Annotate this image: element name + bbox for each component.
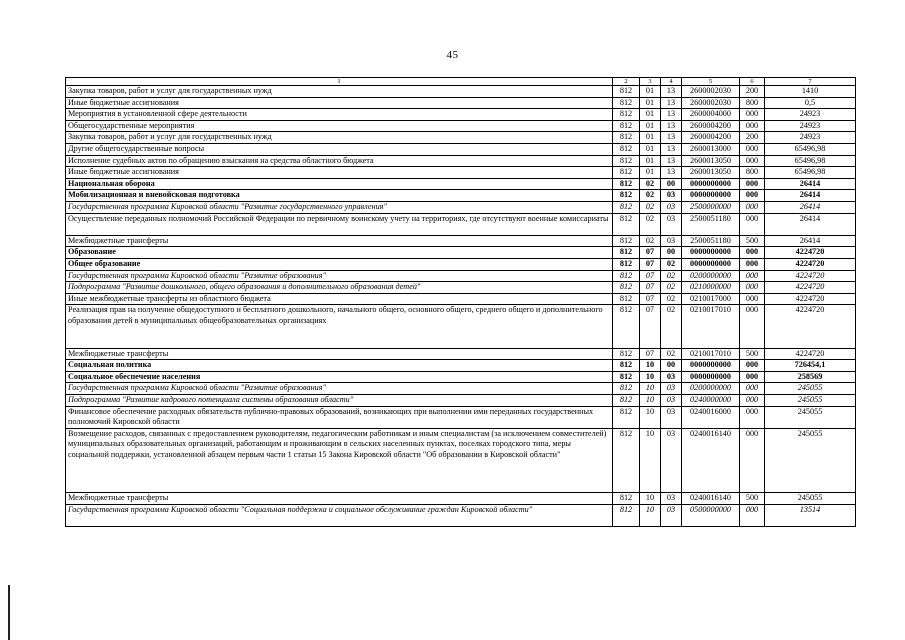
row-subsection-cell: 03 — [661, 201, 682, 213]
row-subsection-cell: 13 — [661, 155, 682, 167]
row-code-cell: 812 — [613, 428, 640, 493]
row-amount-cell: 24923 — [765, 109, 856, 121]
row-name-cell: Государственная программа Кировской области "Развитие образования" — [66, 383, 613, 395]
row-name-cell: Исполнение судебных актов по обращению взыскания на средства областного бюджета — [66, 155, 613, 167]
row-expense-type-cell: 000 — [740, 505, 765, 527]
row-name-cell: Общее образование — [66, 258, 613, 270]
row-expense-type-cell: 000 — [740, 258, 765, 270]
row-expense-type-cell: 000 — [740, 155, 765, 167]
row-amount-cell: 26414 — [765, 178, 856, 190]
row-code-cell: 812 — [613, 155, 640, 167]
row-amount-cell: 65496,98 — [765, 155, 856, 167]
budget-table — [65, 77, 856, 527]
row-target-item-cell: 0210017010 — [682, 348, 740, 360]
table-row — [66, 167, 856, 179]
row-amount-cell: 24923 — [765, 132, 856, 144]
row-expense-type-cell: 000 — [740, 360, 765, 372]
row-section-cell: 01 — [640, 155, 661, 167]
row-amount-cell: 24923 — [765, 120, 856, 132]
row-expense-type-cell: 000 — [740, 371, 765, 383]
row-expense-type-cell: 500 — [740, 493, 765, 505]
row-section-cell: 01 — [640, 167, 661, 179]
row-amount-cell: 726454,1 — [765, 360, 856, 372]
table-row — [66, 493, 856, 505]
row-subsection-cell: 03 — [661, 235, 682, 247]
row-name-cell: Государственная программа Кировской области "Развитие образования" — [66, 270, 613, 282]
row-amount-cell: 4224720 — [765, 258, 856, 270]
row-section-cell: 10 — [640, 383, 661, 395]
row-section-cell: 01 — [640, 86, 661, 98]
row-amount-cell: 4224720 — [765, 305, 856, 348]
row-amount-cell: 26414 — [765, 190, 856, 202]
row-expense-type-cell: 000 — [740, 428, 765, 493]
row-amount-cell: 1410 — [765, 86, 856, 98]
row-expense-type-cell: 800 — [740, 167, 765, 179]
row-amount-cell: 26414 — [765, 213, 856, 235]
row-target-item-cell: 0210000000 — [682, 282, 740, 294]
table-row — [66, 213, 856, 235]
row-section-cell: 10 — [640, 371, 661, 383]
row-expense-type-cell: 800 — [740, 97, 765, 109]
row-amount-cell: 258569 — [765, 371, 856, 383]
margin-rule — [8, 585, 10, 640]
row-code-cell: 812 — [613, 406, 640, 428]
row-section-cell: 01 — [640, 97, 661, 109]
row-section-cell: 07 — [640, 247, 661, 259]
row-section-cell: 02 — [640, 201, 661, 213]
row-code-cell: 812 — [613, 86, 640, 98]
row-target-item-cell: 0240016140 — [682, 428, 740, 493]
row-subsection-cell: 03 — [661, 371, 682, 383]
row-code-cell: 812 — [613, 282, 640, 294]
row-expense-type-cell: 500 — [740, 348, 765, 360]
row-subsection-cell: 13 — [661, 97, 682, 109]
row-amount-cell: 4224720 — [765, 247, 856, 259]
row-expense-type-cell: 000 — [740, 213, 765, 235]
row-amount-cell: 0,5 — [765, 97, 856, 109]
row-name-cell: Подпрограмма "Развитие дошкольного, общего образования и дополнительного образования детей" — [66, 282, 613, 294]
row-subsection-cell: 02 — [661, 293, 682, 305]
page-number: 45 — [446, 49, 459, 61]
row-name-cell: Мобилизационная и вневойсковая подготовка — [66, 190, 613, 202]
row-section-cell: 02 — [640, 213, 661, 235]
row-name-cell: Мероприятия в установленной сфере деятельности — [66, 109, 613, 121]
row-subsection-cell: 02 — [661, 258, 682, 270]
row-target-item-cell: 0000000000 — [682, 360, 740, 372]
row-code-cell: 812 — [613, 190, 640, 202]
row-expense-type-cell: 200 — [740, 132, 765, 144]
row-subsection-cell: 13 — [661, 86, 682, 98]
row-code-cell: 812 — [613, 395, 640, 407]
column-header: 6 — [740, 78, 765, 86]
row-name-cell: Возмещение расходов, связанных с предоставлением руководителям, педагогическим работникам и иным специалистам (за исключением совместителей) муниципальных образовательных организаций, работающим и проживающим в сельских населенных пунктах, поселках городского типа, меры социальной поддержки, установленной абзацем первым части 1 статьи 15 Закона Кировской области "Об образовании в Кировской области" — [66, 428, 613, 493]
row-subsection-cell: 13 — [661, 109, 682, 121]
row-amount-cell: 26414 — [765, 201, 856, 213]
table-row — [66, 270, 856, 282]
row-amount-cell: 4224720 — [765, 270, 856, 282]
row-section-cell: 07 — [640, 270, 661, 282]
row-code-cell: 812 — [613, 348, 640, 360]
table-row — [66, 293, 856, 305]
row-name-cell: Социальная политика — [66, 360, 613, 372]
row-target-item-cell: 0500000000 — [682, 505, 740, 527]
row-target-item-cell: 0000000000 — [682, 178, 740, 190]
row-target-item-cell: 2600013000 — [682, 143, 740, 155]
row-name-cell: Государственная программа Кировской области "Развитие государственного управления" — [66, 201, 613, 213]
table-row — [66, 383, 856, 395]
row-subsection-cell: 03 — [661, 395, 682, 407]
column-header: 1 — [66, 78, 613, 86]
row-expense-type-cell: 000 — [740, 383, 765, 395]
row-name-cell: Реализация прав на получение общедоступного и бесплатного дошкольного, начального общего, основного общего, среднего общего и дополнительного образования детей в муниципальных общеобразовательных организациях — [66, 305, 613, 348]
table-row — [66, 201, 856, 213]
table-row — [66, 178, 856, 190]
row-subsection-cell: 13 — [661, 120, 682, 132]
table-row — [66, 282, 856, 294]
row-name-cell: Другие общегосударственные вопросы — [66, 143, 613, 155]
row-target-item-cell: 0000000000 — [682, 247, 740, 259]
row-expense-type-cell: 000 — [740, 293, 765, 305]
row-amount-cell: 4224720 — [765, 282, 856, 294]
row-section-cell: 10 — [640, 406, 661, 428]
row-target-item-cell: 2600004200 — [682, 132, 740, 144]
row-subsection-cell: 02 — [661, 282, 682, 294]
row-section-cell: 07 — [640, 293, 661, 305]
row-subsection-cell: 03 — [661, 383, 682, 395]
table-row — [66, 235, 856, 247]
table-row — [66, 258, 856, 270]
row-name-cell: Осуществление переданных полномочий Российской Федерации по первичному воинскому учету на территориях, где отсутствуют военные комиссариаты — [66, 213, 613, 235]
row-code-cell: 812 — [613, 143, 640, 155]
row-target-item-cell: 2500000000 — [682, 201, 740, 213]
row-target-item-cell: 2600004000 — [682, 109, 740, 121]
row-expense-type-cell: 000 — [740, 270, 765, 282]
row-code-cell: 812 — [613, 201, 640, 213]
row-subsection-cell: 03 — [661, 213, 682, 235]
table-row — [66, 120, 856, 132]
row-section-cell: 10 — [640, 360, 661, 372]
row-expense-type-cell: 000 — [740, 178, 765, 190]
row-target-item-cell: 0240000000 — [682, 395, 740, 407]
row-section-cell: 10 — [640, 395, 661, 407]
row-amount-cell: 245055 — [765, 493, 856, 505]
row-section-cell: 02 — [640, 190, 661, 202]
row-target-item-cell: 2600002030 — [682, 86, 740, 98]
row-section-cell: 02 — [640, 178, 661, 190]
row-code-cell: 812 — [613, 109, 640, 121]
column-header: 2 — [613, 78, 640, 86]
row-section-cell: 02 — [640, 235, 661, 247]
row-subsection-cell: 03 — [661, 493, 682, 505]
row-target-item-cell: 2600013050 — [682, 167, 740, 179]
row-target-item-cell: 2600013050 — [682, 155, 740, 167]
row-code-cell: 812 — [613, 360, 640, 372]
column-header: 3 — [640, 78, 661, 86]
row-target-item-cell: 0000000000 — [682, 258, 740, 270]
table-row — [66, 109, 856, 121]
table-row — [66, 132, 856, 144]
row-expense-type-cell: 000 — [740, 305, 765, 348]
row-name-cell: Иные межбюджетные трансферты из областного бюджета — [66, 293, 613, 305]
row-amount-cell: 65496,98 — [765, 167, 856, 179]
row-subsection-cell: 03 — [661, 406, 682, 428]
row-code-cell: 812 — [613, 97, 640, 109]
row-code-cell: 812 — [613, 213, 640, 235]
row-section-cell: 01 — [640, 120, 661, 132]
row-section-cell: 07 — [640, 305, 661, 348]
row-name-cell: Закупка товаров, работ и услуг для государственных нужд — [66, 86, 613, 98]
row-expense-type-cell: 000 — [740, 395, 765, 407]
table-row — [66, 247, 856, 259]
table-row — [66, 155, 856, 167]
row-amount-cell: 4224720 — [765, 293, 856, 305]
row-amount-cell: 245055 — [765, 395, 856, 407]
row-section-cell: 10 — [640, 505, 661, 527]
row-subsection-cell: 02 — [661, 305, 682, 348]
row-name-cell: Иные бюджетные ассигнования — [66, 167, 613, 179]
row-code-cell: 812 — [613, 371, 640, 383]
row-expense-type-cell: 000 — [740, 247, 765, 259]
row-target-item-cell: 2500051180 — [682, 235, 740, 247]
row-name-cell: Подпрограмма "Развитие кадрового потенциала системы образования области" — [66, 395, 613, 407]
table-row — [66, 428, 856, 493]
row-amount-cell: 245055 — [765, 406, 856, 428]
row-name-cell: Межбюджетные трансферты — [66, 235, 613, 247]
row-target-item-cell: 2600004200 — [682, 120, 740, 132]
column-header: 5 — [682, 78, 740, 86]
table-row — [66, 348, 856, 360]
table-row — [66, 97, 856, 109]
row-amount-cell: 26414 — [765, 235, 856, 247]
row-subsection-cell: 03 — [661, 190, 682, 202]
row-expense-type-cell: 200 — [740, 86, 765, 98]
table-row — [66, 305, 856, 348]
row-target-item-cell: 0240016000 — [682, 406, 740, 428]
row-section-cell: 07 — [640, 348, 661, 360]
table-row — [66, 360, 856, 372]
row-amount-cell: 65496,98 — [765, 143, 856, 155]
row-name-cell: Межбюджетные трансферты — [66, 348, 613, 360]
table-row — [66, 395, 856, 407]
row-name-cell: Межбюджетные трансферты — [66, 493, 613, 505]
row-code-cell: 812 — [613, 383, 640, 395]
row-expense-type-cell: 000 — [740, 143, 765, 155]
row-subsection-cell: 02 — [661, 348, 682, 360]
column-header: 4 — [661, 78, 682, 86]
row-section-cell: 01 — [640, 143, 661, 155]
row-expense-type-cell: 000 — [740, 201, 765, 213]
row-target-item-cell: 2500051180 — [682, 213, 740, 235]
row-name-cell: Иные бюджетные ассигнования — [66, 97, 613, 109]
row-name-cell: Социальное обеспечение населения — [66, 371, 613, 383]
row-name-cell: Финансовое обеспечение расходных обязательств публично-правовых образований, возникающих при выполнении ими переданных государственных полномочий Кировской области — [66, 406, 613, 428]
row-target-item-cell: 0000000000 — [682, 190, 740, 202]
row-code-cell: 812 — [613, 270, 640, 282]
row-target-item-cell: 0210017000 — [682, 293, 740, 305]
row-name-cell: Общегосударственные мероприятия — [66, 120, 613, 132]
row-amount-cell: 4224720 — [765, 348, 856, 360]
table-row — [66, 505, 856, 527]
row-code-cell: 812 — [613, 293, 640, 305]
row-expense-type-cell: 500 — [740, 235, 765, 247]
row-expense-type-cell: 000 — [740, 120, 765, 132]
row-code-cell: 812 — [613, 235, 640, 247]
row-code-cell: 812 — [613, 247, 640, 259]
row-code-cell: 812 — [613, 132, 640, 144]
row-section-cell: 07 — [640, 258, 661, 270]
row-subsection-cell: 03 — [661, 505, 682, 527]
row-section-cell: 01 — [640, 132, 661, 144]
row-subsection-cell: 00 — [661, 178, 682, 190]
row-subsection-cell: 13 — [661, 143, 682, 155]
row-code-cell: 812 — [613, 167, 640, 179]
row-amount-cell: 245055 — [765, 428, 856, 493]
row-target-item-cell: 0210017010 — [682, 305, 740, 348]
row-subsection-cell: 13 — [661, 132, 682, 144]
row-code-cell: 812 — [613, 178, 640, 190]
row-subsection-cell: 13 — [661, 167, 682, 179]
row-code-cell: 812 — [613, 120, 640, 132]
row-target-item-cell: 0240016140 — [682, 493, 740, 505]
table-row — [66, 86, 856, 98]
row-target-item-cell: 2600002030 — [682, 97, 740, 109]
row-code-cell: 812 — [613, 305, 640, 348]
row-name-cell: Закупка товаров, работ и услуг для государственных нужд — [66, 132, 613, 144]
table-row — [66, 406, 856, 428]
row-amount-cell: 245055 — [765, 383, 856, 395]
row-name-cell: Образование — [66, 247, 613, 259]
row-section-cell: 01 — [640, 109, 661, 121]
row-name-cell: Государственная программа Кировской области "Социальная поддержка и социальное обслуживание граждан Кировской области" — [66, 505, 613, 527]
row-subsection-cell: 02 — [661, 270, 682, 282]
row-subsection-cell: 03 — [661, 428, 682, 493]
row-subsection-cell: 00 — [661, 247, 682, 259]
column-header-row — [66, 78, 856, 86]
row-code-cell: 812 — [613, 258, 640, 270]
row-subsection-cell: 00 — [661, 360, 682, 372]
row-amount-cell: 13514 — [765, 505, 856, 527]
table-row — [66, 371, 856, 383]
row-name-cell: Национальная оборона — [66, 178, 613, 190]
row-target-item-cell: 0200000000 — [682, 383, 740, 395]
row-expense-type-cell: 000 — [740, 282, 765, 294]
row-target-item-cell: 0000000000 — [682, 371, 740, 383]
row-expense-type-cell: 000 — [740, 190, 765, 202]
row-expense-type-cell: 000 — [740, 406, 765, 428]
table-row — [66, 190, 856, 202]
column-header: 7 — [765, 78, 856, 86]
row-code-cell: 812 — [613, 505, 640, 527]
row-target-item-cell: 0200000000 — [682, 270, 740, 282]
row-section-cell: 07 — [640, 282, 661, 294]
row-section-cell: 10 — [640, 428, 661, 493]
row-expense-type-cell: 000 — [740, 109, 765, 121]
row-code-cell: 812 — [613, 493, 640, 505]
row-section-cell: 10 — [640, 493, 661, 505]
table-row — [66, 143, 856, 155]
